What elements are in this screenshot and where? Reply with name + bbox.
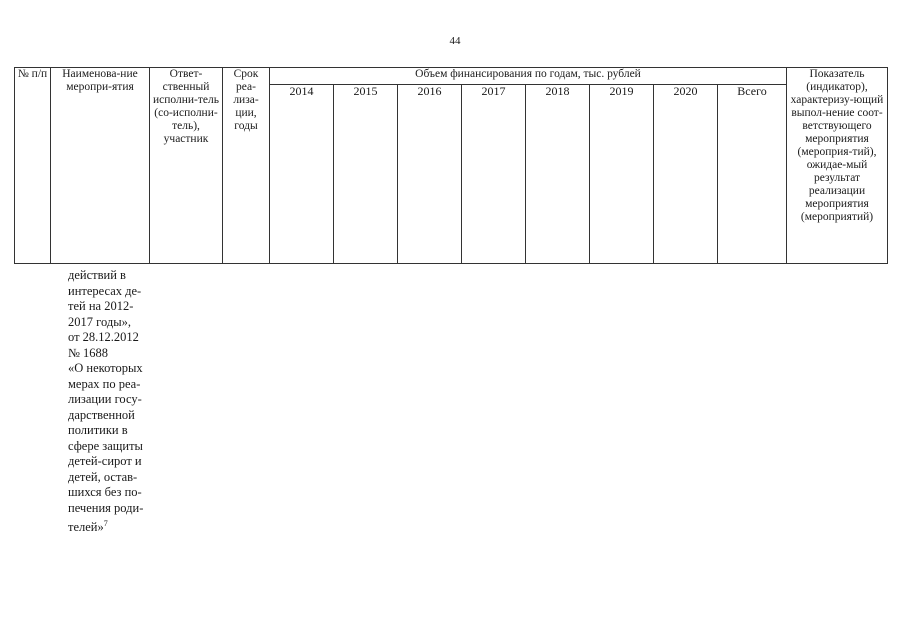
header-indicator: Показатель (индикатор), характеризу-ющий выпол-нение соот-ветствующего мероприятия (мероприя-тий), ожидае-мый результат реализации мероприятия (мероприятий) — [787, 68, 888, 264]
footnote-mark: 7 — [103, 519, 108, 528]
financing-table — [14, 67, 888, 264]
text-line: телей» — [68, 520, 104, 535]
header-year-2016: 2016 — [398, 85, 462, 264]
header-name: Наименова-ние меропри-ятия — [51, 68, 150, 264]
text-line: дарственной — [68, 407, 135, 422]
text-line: детей, остав- — [68, 469, 138, 484]
header-year-2019: 2019 — [590, 85, 654, 264]
text-line: сфере защиты — [68, 438, 143, 453]
text-line: лизации госу- — [68, 392, 142, 406]
header-financing: Объем финансирования по годам, тыс. рублей — [270, 68, 787, 85]
header-year-2018: 2018 — [526, 85, 590, 264]
text-line: политики в — [68, 423, 128, 437]
text-line: шихся без по- — [68, 485, 142, 499]
continued-text — [68, 268, 168, 536]
header-num: № п/п — [15, 68, 51, 264]
text-line: «О некоторых — [68, 361, 143, 375]
text-line: печения роди- — [68, 500, 144, 515]
text-line: от 28.12.2012 — [68, 330, 139, 344]
text-line: мерах по реа- — [68, 376, 141, 391]
page-number: 44 — [449, 35, 461, 47]
header-term: Срок реа-лиза-ции, годы — [223, 68, 270, 264]
header-total: Всего — [718, 85, 787, 264]
header-year-2017: 2017 — [462, 85, 526, 264]
text-line: 2017 годы», — [68, 314, 131, 329]
text-line: действий в — [68, 268, 126, 282]
text-line: тей на 2012- — [68, 299, 134, 313]
header-year-2015: 2015 — [334, 85, 398, 264]
text-line: № 1688 — [68, 345, 109, 360]
header-responsible: Ответ-ственный исполни-тель (со-исполни-тель), участник — [150, 68, 223, 264]
header-year-2020: 2020 — [654, 85, 718, 264]
header-year-2014: 2014 — [270, 85, 334, 264]
text-line-last — [68, 516, 168, 536]
text-line: интересах де- — [68, 283, 142, 298]
text-line: детей-сирот и — [68, 454, 142, 468]
